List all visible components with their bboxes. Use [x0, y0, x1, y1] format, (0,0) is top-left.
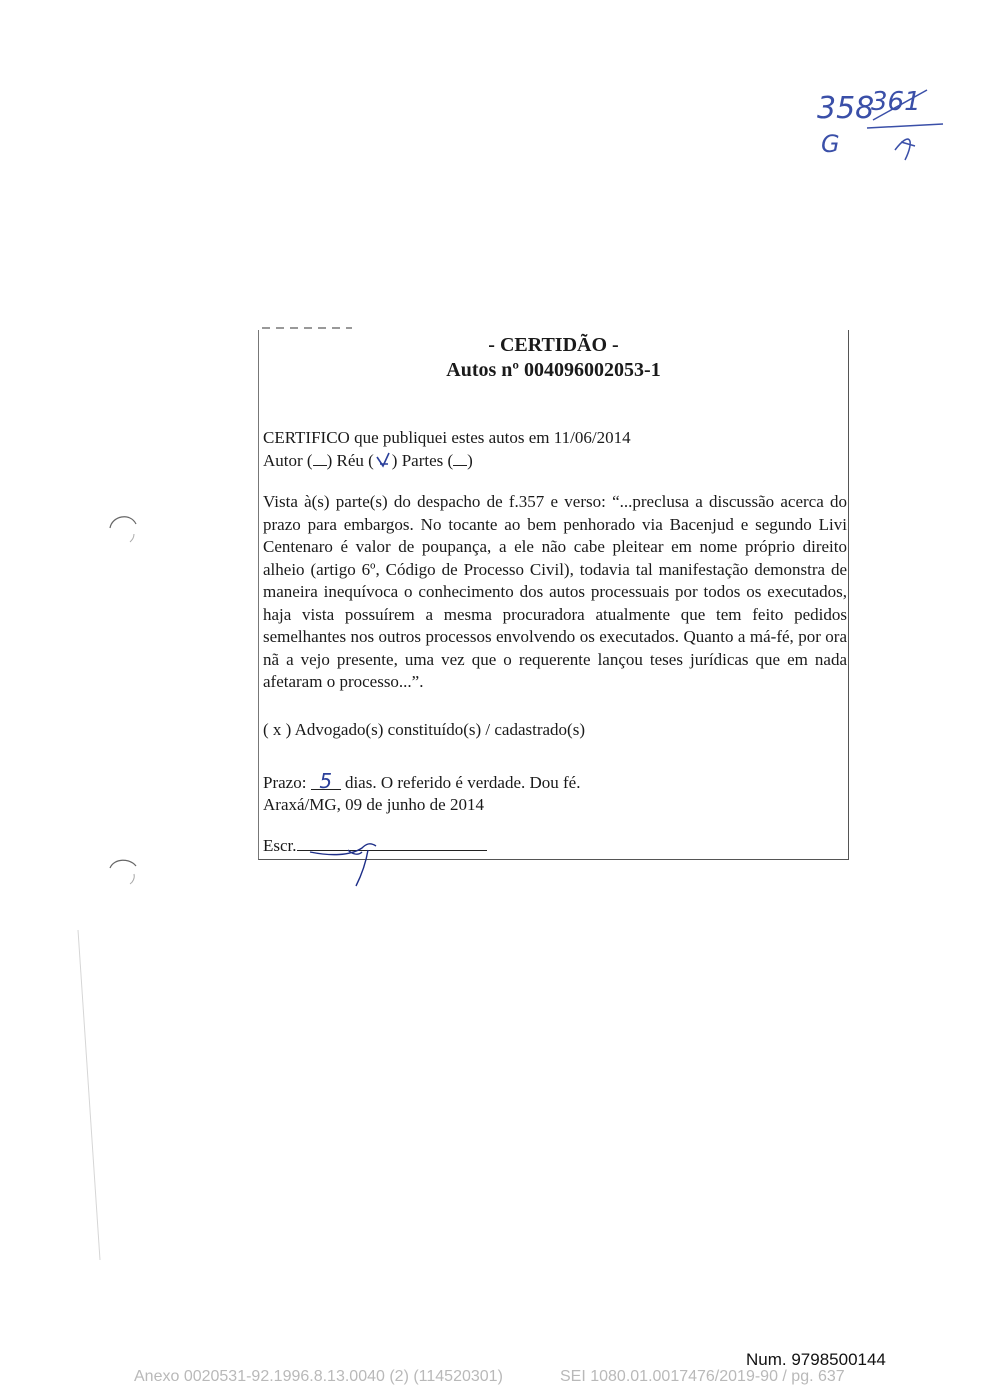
handwritten-folio-number — [815, 80, 955, 170]
prazo-suffix: dias. O referido é verdade. Dou fé. — [344, 773, 581, 792]
sei-watermark: SEI 1080.01.0017476/2019-90 / pg. 637 — [560, 1368, 845, 1385]
autor-label: Autor ( — [263, 451, 313, 470]
stamp-top-smudge — [262, 327, 352, 329]
punch-hole-mark — [106, 510, 140, 544]
prazo-line — [263, 769, 581, 793]
autos-number: Autos nº 004096002053-1 — [446, 359, 661, 381]
parties-close: ) — [467, 451, 473, 470]
anexo-watermark: Anexo 0020531-92.1996.8.13.0040 (2) (114520301) — [134, 1368, 503, 1385]
folio-struck: 361 — [871, 87, 921, 117]
prazo-label: Prazo: — [263, 773, 307, 792]
punch-hole-mark — [106, 852, 140, 886]
folio-sub: G — [821, 130, 840, 158]
document-number: Num. 9798500144 — [746, 1350, 886, 1369]
advogado-line: ( x ) Advogado(s) constituído(s) / cadastrado(s) — [263, 720, 585, 739]
handwritten-signature — [300, 838, 420, 888]
reu-label: ) Réu ( — [326, 451, 374, 470]
scan-edge-line — [70, 930, 110, 1260]
prazo-value: 5 — [311, 773, 341, 790]
partes-label: ) Partes ( — [391, 451, 454, 470]
autor-blank — [313, 453, 327, 466]
certidao-title: - CERTIDÃO - — [488, 334, 619, 356]
partes-blank — [453, 453, 467, 466]
certifico-line: CERTIFICO que publiquei estes autos em 11/06/2014 — [263, 428, 631, 447]
folio-main: 358 — [817, 91, 875, 126]
vista-paragraph: Vista à(s) parte(s) do despacho de f.357 e verso: “...preclusa a discussão acerca do prazo para embargos. No tocante ao bem penhorado via Bacenjud e segundo Livi Centenaro é valor de poupança, a ele não cabe pleitear em nome próprio direito alheio (artigo 6º, Código de Processo Civil), todavia tal manifestação demonstra de maneira inequívoca o conhecimento dos autos processuais por todos os executados, haja vista possuírem a mesma procuradora atualmente que tem feito pedidos semelhantes nos outros processos envolvendo os executados. Quanto a má-fé, por ora nã a vejo presente, uma vez que o requerente lançou teses jurídicas que em nada afetaram o processo...”. — [263, 492, 847, 691]
parties-line — [263, 451, 473, 471]
local-date-line: Araxá/MG, 09 de junho de 2014 — [263, 795, 484, 814]
reu-check-mark — [374, 451, 392, 469]
escr-label: Escr. — [263, 836, 297, 855]
